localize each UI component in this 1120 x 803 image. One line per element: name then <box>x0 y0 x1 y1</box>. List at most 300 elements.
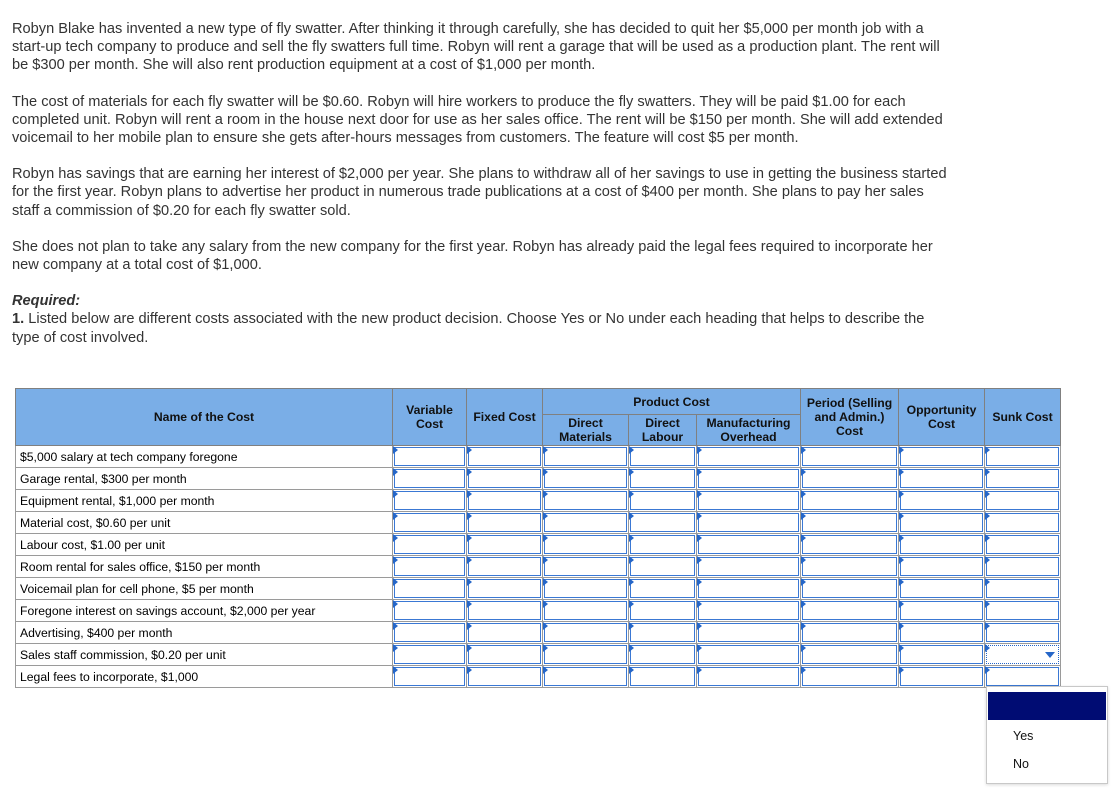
select-box[interactable] <box>468 623 541 642</box>
dropdown-marker-icon <box>899 468 904 476</box>
sunk-select[interactable] <box>985 512 1061 534</box>
header-product-cost: Product Cost <box>543 389 801 415</box>
select-box[interactable] <box>544 557 627 576</box>
direct-labour-select[interactable] <box>629 534 697 556</box>
period-select[interactable] <box>801 556 899 578</box>
variable-select[interactable] <box>393 556 467 578</box>
select-box[interactable] <box>986 623 1059 642</box>
opportunity-select[interactable] <box>899 622 985 644</box>
dropdown-marker-icon <box>985 622 990 630</box>
direct-labour-select[interactable] <box>629 556 697 578</box>
period-select[interactable] <box>801 644 899 666</box>
variable-select[interactable] <box>393 644 467 666</box>
cost-name-cell: Equipment rental, $1,000 per month <box>16 490 393 512</box>
header-opportunity-cost: Opportunity Cost <box>899 389 985 446</box>
manufacturing-overhead-select[interactable] <box>697 666 801 688</box>
period-select[interactable] <box>801 490 899 512</box>
dropdown-marker-icon <box>985 534 990 542</box>
dropdown-marker-icon <box>985 578 990 586</box>
header-variable-cost: Variable Cost <box>393 389 467 446</box>
select-box[interactable] <box>802 469 897 488</box>
required-number: 1. <box>12 311 25 328</box>
select-box[interactable] <box>630 623 695 642</box>
period-select[interactable] <box>801 600 899 622</box>
header-name-of-cost: Name of the Cost <box>16 389 393 446</box>
select-box[interactable] <box>698 491 799 510</box>
opportunity-select[interactable] <box>899 490 985 512</box>
dropdown-marker-icon <box>697 512 702 520</box>
direct-materials-select[interactable] <box>543 534 629 556</box>
dropdown-marker-icon <box>985 468 990 476</box>
cost-name-cell: Material cost, $0.60 per unit <box>16 512 393 534</box>
manufacturing-overhead-select[interactable] <box>697 556 801 578</box>
manufacturing-overhead-select[interactable] <box>697 622 801 644</box>
select-box[interactable] <box>698 579 799 598</box>
select-box[interactable] <box>802 513 897 532</box>
dropdown-marker-icon <box>629 512 634 520</box>
select-box[interactable] <box>394 535 465 554</box>
dropdown-marker-icon <box>985 666 990 674</box>
dropdown-marker-icon <box>801 534 806 542</box>
direct-labour-select[interactable] <box>629 600 697 622</box>
table-row <box>16 468 1061 490</box>
opportunity-select[interactable] <box>899 468 985 490</box>
select-box[interactable] <box>468 667 541 686</box>
select-box[interactable] <box>630 557 695 576</box>
cost-name-cell: Foregone interest on savings account, $2,000 per year <box>16 600 393 622</box>
header-sunk-cost: Sunk Cost <box>985 389 1061 446</box>
header-direct-materials: Direct Materials <box>543 415 629 446</box>
dropdown-marker-icon <box>801 512 806 520</box>
direct-materials-select[interactable] <box>543 644 629 666</box>
select-box[interactable] <box>630 513 695 532</box>
dropdown-marker-icon <box>629 622 634 630</box>
select-box[interactable] <box>900 579 983 598</box>
manufacturing-overhead-select[interactable] <box>697 490 801 512</box>
chevron-down-icon[interactable] <box>1045 652 1055 658</box>
dropdown-marker-icon <box>629 644 634 652</box>
select-box[interactable] <box>802 601 897 620</box>
dropdown-marker-icon <box>629 534 634 542</box>
select-box[interactable] <box>900 491 983 510</box>
variable-select[interactable] <box>393 578 467 600</box>
dropdown-marker-icon <box>899 622 904 630</box>
select-box[interactable] <box>900 645 983 664</box>
select-box[interactable] <box>394 469 465 488</box>
dropdown-marker-icon <box>543 446 548 454</box>
dropdown-option-yes[interactable]: Yes <box>1013 729 1034 743</box>
dropdown-marker-icon <box>899 490 904 498</box>
select-box[interactable] <box>394 579 465 598</box>
dropdown-marker-icon <box>985 600 990 608</box>
select-box[interactable] <box>468 491 541 510</box>
dropdown-marker-icon <box>543 644 548 652</box>
select-box[interactable] <box>630 469 695 488</box>
select-box[interactable] <box>802 667 897 686</box>
select-box[interactable] <box>544 667 627 686</box>
manufacturing-overhead-select[interactable] <box>697 446 801 468</box>
select-box[interactable] <box>394 623 465 642</box>
cost-name-cell: Legal fees to incorporate, $1,000 <box>16 666 393 688</box>
select-box[interactable] <box>468 447 541 466</box>
select-box[interactable] <box>468 513 541 532</box>
dropdown-marker-icon <box>393 666 398 674</box>
dropdown-marker-icon <box>543 490 548 498</box>
select-box[interactable] <box>394 645 465 664</box>
direct-materials-select[interactable] <box>543 600 629 622</box>
manufacturing-overhead-select[interactable] <box>697 578 801 600</box>
select-box[interactable] <box>468 645 541 664</box>
variable-select[interactable] <box>393 446 467 468</box>
select-box[interactable] <box>986 557 1059 576</box>
select-box[interactable] <box>698 469 799 488</box>
table-row <box>16 622 1061 644</box>
paragraph-3: Robyn has savings that are earning her interest of $2,000 per year. She plans to withdraw all of her savings to use in getting the business started for the first year. Robyn plans to advertise her product in numerous trade publications at a cost of $400 per month. She plans to pay her sales staff a commission of $0.20 for each fly swatter sold. <box>12 166 947 219</box>
select-box[interactable] <box>698 601 799 620</box>
opportunity-select[interactable] <box>899 666 985 688</box>
dropdown-option-no[interactable]: No <box>1013 757 1029 771</box>
select-box[interactable] <box>630 645 695 664</box>
select-box[interactable] <box>468 579 541 598</box>
dropdown-marker-icon <box>543 600 548 608</box>
select-box[interactable] <box>802 535 897 554</box>
direct-materials-select[interactable] <box>543 578 629 600</box>
select-box[interactable] <box>900 469 983 488</box>
required-text: Listed below are different costs associated with the new product decision. Choose Yes or No under each heading that helps to describe the type of cost involved. <box>12 311 925 346</box>
dropdown-marker-icon <box>801 666 806 674</box>
dropdown-marker-icon <box>393 468 398 476</box>
sunk-select[interactable] <box>985 622 1061 644</box>
select-box[interactable] <box>802 557 897 576</box>
select-box[interactable] <box>468 469 541 488</box>
variable-select[interactable] <box>393 490 467 512</box>
dropdown-marker-icon <box>985 644 990 652</box>
opportunity-select[interactable] <box>899 446 985 468</box>
manufacturing-overhead-select[interactable] <box>697 644 801 666</box>
table-row <box>16 644 1061 666</box>
dropdown-marker-icon <box>393 622 398 630</box>
dropdown-marker-icon <box>629 578 634 586</box>
period-select[interactable] <box>801 512 899 534</box>
table-row <box>16 490 1061 512</box>
period-select[interactable] <box>801 666 899 688</box>
dropdown-marker-icon <box>697 534 702 542</box>
table-row <box>16 534 1061 556</box>
dropdown-marker-icon <box>393 446 398 454</box>
fixed-select[interactable] <box>467 446 543 468</box>
dropdown-marker-icon <box>543 468 548 476</box>
fixed-select[interactable] <box>467 644 543 666</box>
dropdown-marker-icon <box>697 666 702 674</box>
direct-labour-select[interactable] <box>629 490 697 512</box>
header-direct-labour: Direct Labour <box>629 415 697 446</box>
select-box[interactable] <box>544 579 627 598</box>
direct-labour-select[interactable] <box>629 622 697 644</box>
dropdown-marker-icon <box>629 468 634 476</box>
select-box[interactable] <box>802 623 897 642</box>
dropdown-marker-icon <box>697 446 702 454</box>
select-box[interactable] <box>986 447 1059 466</box>
cost-name-cell: Room rental for sales office, $150 per month <box>16 556 393 578</box>
dropdown-marker-icon <box>801 468 806 476</box>
dropdown-marker-icon <box>393 600 398 608</box>
dropdown-marker-icon <box>697 578 702 586</box>
dropdown-marker-icon <box>697 490 702 498</box>
required-instruction <box>12 310 947 346</box>
table-row <box>16 446 1061 468</box>
direct-labour-select[interactable] <box>629 468 697 490</box>
cost-name-cell: Sales staff commission, $0.20 per unit <box>16 644 393 666</box>
direct-labour-select[interactable] <box>629 578 697 600</box>
select-box[interactable] <box>900 623 983 642</box>
opportunity-select[interactable] <box>899 512 985 534</box>
direct-labour-select[interactable] <box>629 666 697 688</box>
sunk-select[interactable] <box>985 578 1061 600</box>
dropdown-marker-icon <box>393 644 398 652</box>
fixed-select[interactable] <box>467 578 543 600</box>
select-box[interactable] <box>986 579 1059 598</box>
variable-select[interactable] <box>393 666 467 688</box>
select-box[interactable] <box>544 623 627 642</box>
select-box[interactable] <box>630 579 695 598</box>
cost-name-cell: Voicemail plan for cell phone, $5 per month <box>16 578 393 600</box>
variable-select[interactable] <box>393 534 467 556</box>
select-box[interactable] <box>698 535 799 554</box>
manufacturing-overhead-select[interactable] <box>697 600 801 622</box>
select-box[interactable] <box>900 557 983 576</box>
select-box[interactable] <box>986 667 1059 686</box>
dropdown-marker-icon <box>899 556 904 564</box>
dropdown-marker-icon <box>629 666 634 674</box>
select-box[interactable] <box>698 667 799 686</box>
cost-name-cell: Advertising, $400 per month <box>16 622 393 644</box>
select-box[interactable] <box>630 667 695 686</box>
table-row <box>16 578 1061 600</box>
dropdown-marker-icon <box>629 556 634 564</box>
variable-select[interactable] <box>393 512 467 534</box>
cost-rows <box>16 446 1061 688</box>
dropdown-marker-icon <box>467 556 472 564</box>
select-box[interactable] <box>802 645 897 664</box>
variable-select[interactable] <box>393 622 467 644</box>
dropdown-marker-icon <box>393 534 398 542</box>
dropdown-marker-icon <box>543 512 548 520</box>
paragraph-4: She does not plan to take any salary from the new company for the first year. Robyn has already paid the legal fees required to incorporate her new company at a total cost of $1,000. <box>12 238 933 274</box>
dropdown-marker-icon <box>697 556 702 564</box>
dropdown-marker-icon <box>899 644 904 652</box>
fixed-select[interactable] <box>467 600 543 622</box>
required-heading: Required: <box>12 293 81 310</box>
dropdown-marker-icon <box>393 512 398 520</box>
direct-materials-select[interactable] <box>543 622 629 644</box>
direct-materials-select[interactable] <box>543 468 629 490</box>
select-box[interactable] <box>802 579 897 598</box>
select-box[interactable] <box>544 601 627 620</box>
select-box[interactable] <box>698 447 799 466</box>
sunk-select[interactable] <box>985 666 1061 688</box>
direct-labour-select[interactable] <box>629 512 697 534</box>
manufacturing-overhead-select[interactable] <box>697 512 801 534</box>
yes-no-dropdown-list[interactable] <box>986 686 1108 784</box>
fixed-select[interactable] <box>467 512 543 534</box>
dropdown-marker-icon <box>467 468 472 476</box>
direct-materials-select[interactable] <box>543 666 629 688</box>
select-box[interactable] <box>802 447 897 466</box>
dropdown-marker-icon <box>467 512 472 520</box>
fixed-select[interactable] <box>467 490 543 512</box>
dropdown-marker-icon <box>899 666 904 674</box>
direct-materials-select[interactable] <box>543 512 629 534</box>
select-box[interactable] <box>900 513 983 532</box>
header-period-cost: Period (Selling and Admin.) Cost <box>801 389 899 446</box>
period-select[interactable] <box>801 534 899 556</box>
dropdown-marker-icon <box>543 556 548 564</box>
header-manufacturing-overhead: Manufacturing Overhead <box>697 415 801 446</box>
select-box[interactable] <box>630 447 695 466</box>
select-box[interactable] <box>394 491 465 510</box>
sunk-select[interactable] <box>985 556 1061 578</box>
dropdown-marker-icon <box>393 490 398 498</box>
select-box[interactable] <box>630 601 695 620</box>
select-box[interactable] <box>900 447 983 466</box>
select-box[interactable] <box>900 667 983 686</box>
select-box[interactable] <box>544 447 627 466</box>
table-row <box>16 556 1061 578</box>
problem-text <box>12 20 947 347</box>
manufacturing-overhead-select[interactable] <box>697 468 801 490</box>
dropdown-marker-icon <box>985 556 990 564</box>
cost-name-cell: $5,000 salary at tech company foregone <box>16 446 393 468</box>
direct-labour-select[interactable] <box>629 644 697 666</box>
fixed-select[interactable] <box>467 534 543 556</box>
manufacturing-overhead-select[interactable] <box>697 534 801 556</box>
dropdown-marker-icon <box>543 534 548 542</box>
dropdown-marker-icon <box>899 578 904 586</box>
select-box[interactable] <box>698 623 799 642</box>
direct-materials-select[interactable] <box>543 556 629 578</box>
direct-labour-select[interactable] <box>629 446 697 468</box>
sunk-select[interactable] <box>985 644 1061 666</box>
variable-select[interactable] <box>393 600 467 622</box>
paragraph-1: Robyn Blake has invented a new type of fly swatter. After thinking it through carefully, she has decided to quit her $5,000 per month job with a start-up tech company to produce and sell the fly swatters full time. Robyn will rent a garage that will be used as a production plant. The rent will be $300 per month. She will also rent production equipment at a cost of $1,000 per month. <box>12 21 940 74</box>
header-fixed-cost: Fixed Cost <box>467 389 543 446</box>
dropdown-marker-icon <box>899 446 904 454</box>
dropdown-marker-icon <box>467 490 472 498</box>
select-box[interactable] <box>544 469 627 488</box>
period-select[interactable] <box>801 446 899 468</box>
opportunity-select[interactable] <box>899 556 985 578</box>
select-box[interactable] <box>698 513 799 532</box>
select-box[interactable] <box>986 513 1059 532</box>
dropdown-marker-icon <box>801 490 806 498</box>
sunk-select[interactable] <box>985 490 1061 512</box>
select-box[interactable] <box>394 557 465 576</box>
dropdown-marker-icon <box>801 644 806 652</box>
period-select[interactable] <box>801 622 899 644</box>
dropdown-marker-icon <box>629 600 634 608</box>
select-box[interactable] <box>544 645 627 664</box>
dropdown-marker-icon <box>697 468 702 476</box>
select-box[interactable] <box>394 447 465 466</box>
select-box[interactable] <box>394 601 465 620</box>
select-box[interactable] <box>986 491 1059 510</box>
fixed-select[interactable] <box>467 666 543 688</box>
dropdown-marker-icon <box>985 490 990 498</box>
dropdown-marker-icon <box>801 556 806 564</box>
variable-select[interactable] <box>393 468 467 490</box>
period-select[interactable] <box>801 468 899 490</box>
fixed-select[interactable] <box>467 468 543 490</box>
period-select[interactable] <box>801 578 899 600</box>
dropdown-marker-icon <box>801 622 806 630</box>
fixed-select[interactable] <box>467 556 543 578</box>
select-box[interactable] <box>900 601 983 620</box>
select-box[interactable] <box>544 535 627 554</box>
paragraph-2: The cost of materials for each fly swatter will be $0.60. Robyn will hire workers to produce the fly swatters. They will be paid $1.00 for each completed unit. Robyn will rent a room in the house next door for use as her sales office. The rent will be $150 per month. She will add extended voicemail to her mobile plan to ensure she gets after-hours messages from customers. The feature will cost $5 per month. <box>12 93 943 147</box>
dropdown-marker-icon <box>467 534 472 542</box>
select-box[interactable] <box>630 491 695 510</box>
dropdown-marker-icon <box>629 446 634 454</box>
select-box[interactable] <box>468 557 541 576</box>
dropdown-marker-icon <box>543 578 548 586</box>
sunk-select[interactable] <box>985 446 1061 468</box>
select-box[interactable] <box>544 513 627 532</box>
dropdown-marker-icon <box>985 446 990 454</box>
dropdown-marker-icon <box>467 666 472 674</box>
dropdown-marker-icon <box>985 512 990 520</box>
fixed-select[interactable] <box>467 622 543 644</box>
select-box[interactable] <box>698 557 799 576</box>
sunk-select[interactable] <box>985 468 1061 490</box>
select-box[interactable] <box>468 601 541 620</box>
dropdown-marker-icon <box>899 600 904 608</box>
dropdown-marker-icon <box>697 644 702 652</box>
select-box[interactable] <box>802 491 897 510</box>
dropdown-marker-icon <box>697 622 702 630</box>
select-box[interactable] <box>986 469 1059 488</box>
dropdown-marker-icon <box>801 446 806 454</box>
select-box[interactable] <box>468 535 541 554</box>
select-box[interactable] <box>394 667 465 686</box>
opportunity-select[interactable] <box>899 600 985 622</box>
dropdown-option-blank[interactable] <box>988 692 1106 720</box>
select-box[interactable] <box>544 491 627 510</box>
dropdown-marker-icon <box>899 534 904 542</box>
dropdown-marker-icon <box>543 622 548 630</box>
dropdown-marker-icon <box>801 578 806 586</box>
table-row <box>16 666 1061 688</box>
opportunity-select[interactable] <box>899 578 985 600</box>
select-box[interactable] <box>986 601 1059 620</box>
dropdown-marker-icon <box>543 666 548 674</box>
sunk-select[interactable] <box>985 534 1061 556</box>
direct-materials-select[interactable] <box>543 490 629 512</box>
dropdown-marker-icon <box>393 556 398 564</box>
select-box[interactable] <box>986 535 1059 554</box>
sunk-select[interactable] <box>985 600 1061 622</box>
dropdown-marker-icon <box>899 512 904 520</box>
select-box[interactable] <box>630 535 695 554</box>
select-box[interactable] <box>900 535 983 554</box>
dropdown-marker-icon <box>629 490 634 498</box>
select-box[interactable] <box>394 513 465 532</box>
cost-name-cell: Garage rental, $300 per month <box>16 468 393 490</box>
opportunity-select[interactable] <box>899 534 985 556</box>
dropdown-marker-icon <box>467 644 472 652</box>
opportunity-select[interactable] <box>899 644 985 666</box>
direct-materials-select[interactable] <box>543 446 629 468</box>
select-box[interactable] <box>698 645 799 664</box>
